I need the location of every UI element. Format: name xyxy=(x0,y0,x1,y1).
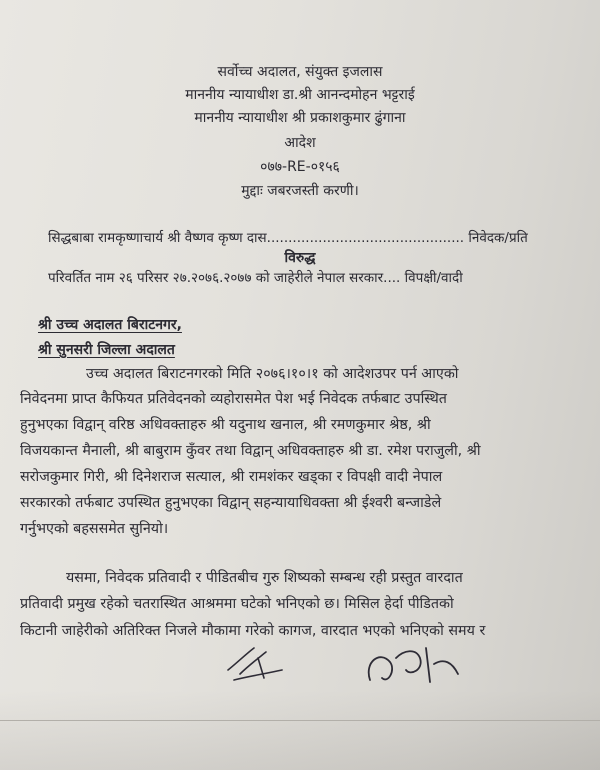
paragraph-line: विजयकान्त मैनाली, श्री बाबुराम कुँवर तथा विद्वान् अधिवक्ताहरु श्री डा. रमेश पराजुली, श्री xyxy=(20,443,481,459)
judge-line-2: माननीय न्यायाधीश श्री प्रकाशकुमार ढुंगाना xyxy=(194,110,406,126)
signature-left xyxy=(220,640,290,685)
paragraph-line: गर्नुभएको बहससमेत सुनियो। xyxy=(20,521,169,537)
petitioner-line: सिद्धबाबा रामकृष्णाचार्य श्री वैष्णव कृष्ण दास.............................................. निवेदक/प्रति xyxy=(48,230,528,246)
addressee-line-2: श्री सुनसरी जिल्ला अदालत xyxy=(38,342,175,358)
case-subject: मुद्दाः जबरजस्ती करणी। xyxy=(241,183,359,199)
addressee-line-1: श्री उच्च अदालत बिराटनगर, xyxy=(38,317,182,333)
paragraph-line: हुनुभएका विद्वान् वरिष्ठ अधिवक्ताहरु श्री यदुनाथ खनाल, श्री रमणकुमार श्रेष्ठ, श्री xyxy=(20,417,431,433)
paragraph-line: उच्च अदालत बिराटनगरको मिति २०७६।१०।१ को आदेशउपर पर्न आएको xyxy=(86,366,459,382)
paragraph-line: किटानी जाहेरीको अतिरिक्त निजले मौकामा गरेको कागज, वारदात भएको भनिएको समय र xyxy=(20,623,486,639)
paragraph-line: निवेदनमा प्राप्त कैफियत प्रतिवेदनको व्यहोरासमेत पेश भई निवेदक तर्फबाट उपस्थित xyxy=(20,391,447,407)
page-shadow xyxy=(0,690,600,770)
paragraph-line: सरोजकुमार गिरी, श्री दिनेशराज सत्याल, श्री रामशंकर खड्का र विपक्षी वादी नेपाल xyxy=(20,469,443,485)
judge-line-1: माननीय न्यायाधीश डा.श्री आनन्दमोहन भट्टराई xyxy=(185,87,415,103)
paragraph-line: यसमा, निवेदक प्रतिवादी र पीडितबीच गुरु शिष्यको सम्बन्ध रही प्रस्तुत वारदात xyxy=(66,570,463,586)
court-name: सर्वोच्च अदालत, संयुक्त इजलास xyxy=(217,64,383,80)
paragraph-line: प्रतिवादी प्रमुख रहेको चतरास्थित आश्रममा घटेको भनिएको छ। मिसिल हेर्दा पीडितको xyxy=(20,596,454,612)
case-number: ०७७-RE-०१५६ xyxy=(260,159,340,175)
respondent-line: परिवर्तित नाम २६ परिसर २७.२०७६.२०७७ को जाहेरीले नेपाल सरकार.... विपक्षी/वादी xyxy=(48,270,463,286)
order-title: आदेश xyxy=(284,135,316,151)
paragraph-line: सरकारको तर्फबाट उपस्थित हुनुभएका विद्वान् सहन्यायाधिवक्ता श्री ईश्वरी बन्जाडेले xyxy=(20,495,442,511)
versus-label: विरुद्ध xyxy=(284,250,316,266)
